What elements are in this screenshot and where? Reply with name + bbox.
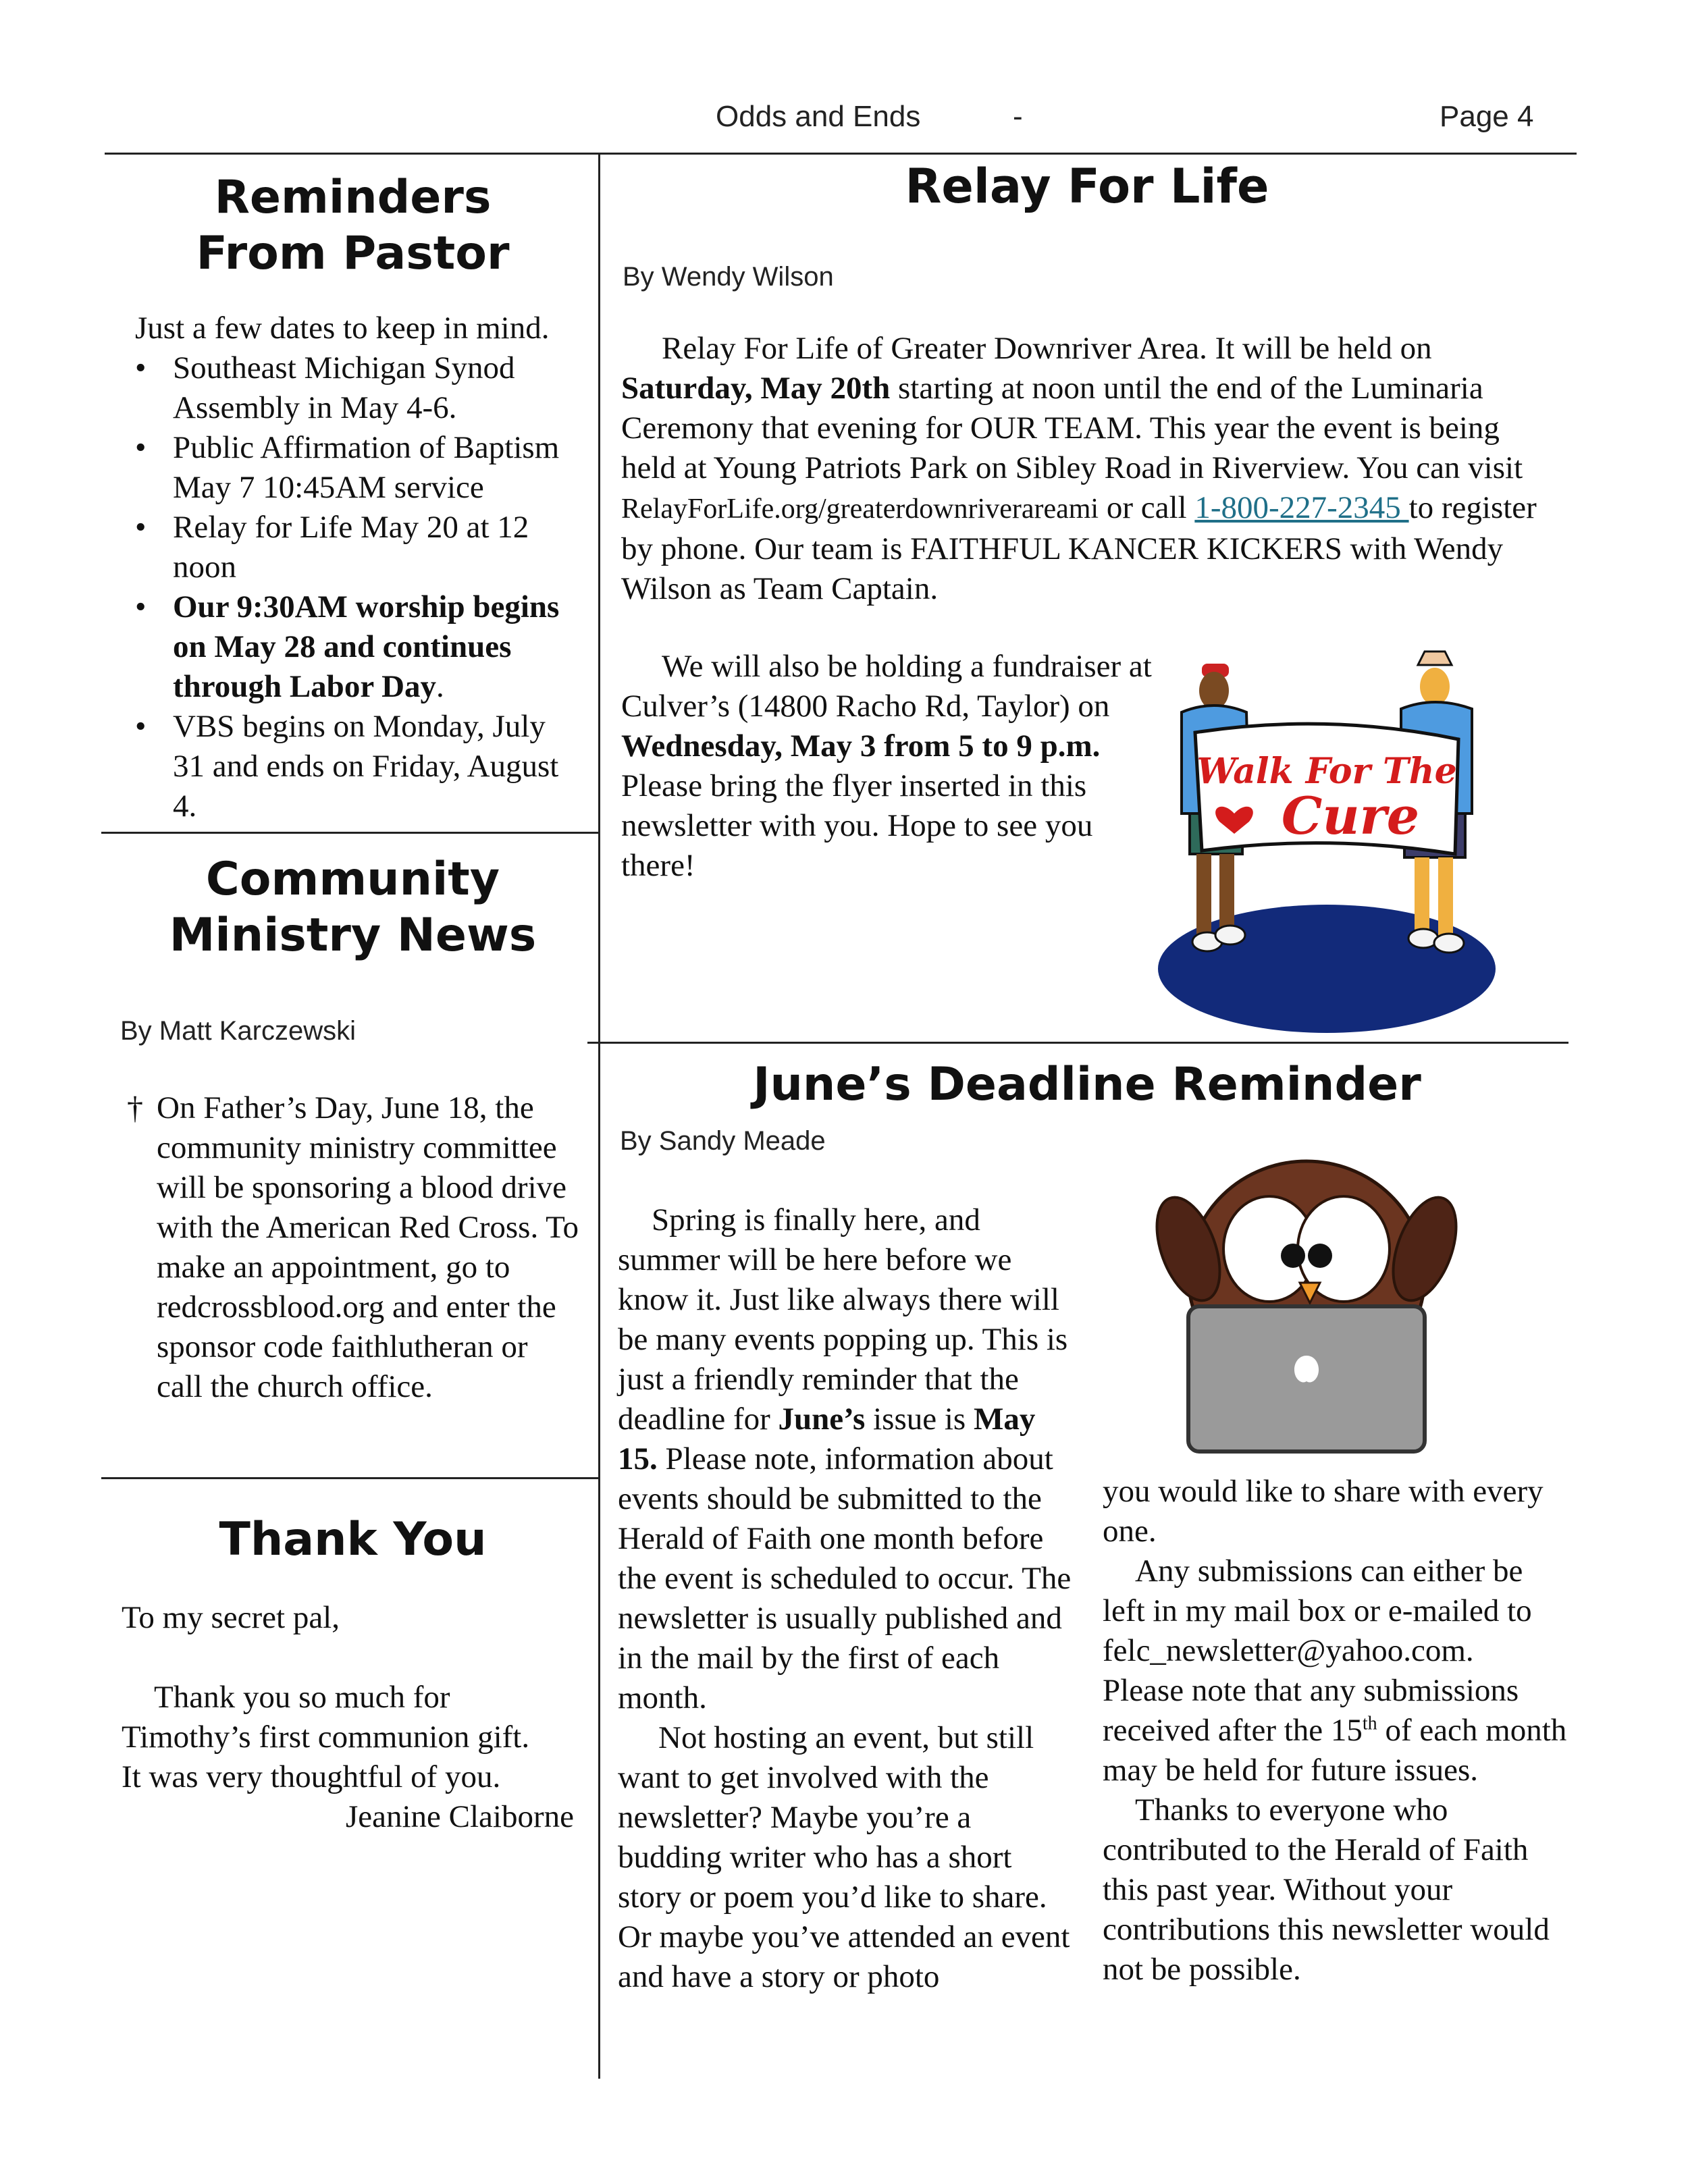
page-number: Page 4 — [1440, 100, 1534, 133]
thanks-signature: Jeanine Claiborne — [345, 1799, 574, 1834]
header-dash: - — [1013, 100, 1023, 133]
list-item: • Our 9:30AM worship begins on May 28 and continues through Labor Day. — [135, 587, 584, 707]
relay-paragraph-1: Relay For Life of Greater Downriver Area. It will be held on Saturday, May 20th starting at noon until the end of the Luminaria Ceremony that evening for OUR TEAM. This year the event is being held at Young Patriots Park on Sibley Road in Riverview. You can visit RelayForLife.org/greaterdownriverareami or call 1-800-227-2345 to register by phone. Our team is FAITHFUL KANCER KICKERS with Wendy Wilson as Team Captain. — [621, 331, 1537, 606]
cross-icon: † — [127, 1090, 143, 1126]
walk-for-the-cure-illustration — [1155, 631, 1506, 1036]
left-rule-1 — [101, 832, 600, 834]
column-divider — [598, 155, 600, 2079]
deadline-column-right: you would like to share with every one. Any submissions can either be left in my mail box or e-mailed to felc_newsletter@yahoo.com. Please note that any submissions received after the 15th of each month may be held for future issues. Thanks to everyone who contributed to the Herald of Faith this past year. Without your contributions this newsletter would not be possible. — [1103, 1474, 1567, 1987]
list-item: • VBS begins on Monday, July 31 and ends on Friday, August 4. — [135, 707, 584, 826]
deadline-title: June’s Deadline Reminder — [753, 1058, 1421, 1111]
header-rule — [105, 153, 1577, 155]
deadline-byline: By Sandy Meade — [620, 1126, 826, 1156]
apple-logo-icon — [1294, 1356, 1319, 1383]
reminders-list — [135, 348, 584, 826]
reminders-intro: Just a few dates to keep in mind. — [135, 311, 550, 346]
relay-url: RelayForLife.org/greaterdownriverareami — [621, 494, 1099, 525]
community-byline: By Matt Karczewski — [120, 1016, 356, 1046]
reminders-title: Reminders From Pastor — [196, 171, 510, 280]
thanks-message: Thank you so much for Timothy’s first communion gift. It was very thoughtful of you. — [122, 1680, 530, 1794]
banner-text-line-1: Walk For The — [1196, 751, 1457, 792]
community-title: Community Ministry News — [169, 853, 537, 962]
owl-laptop-illustration — [1148, 1148, 1465, 1458]
list-item: • Public Affirmation of Baptism May 7 10:45AM service — [135, 428, 584, 508]
thanks-title: Thank You — [219, 1513, 487, 1566]
left-rule-2 — [101, 1477, 600, 1479]
relay-phone-link[interactable]: 1-800-227-2345 — [1194, 490, 1409, 525]
newsletter-title: Odds and Ends — [716, 100, 921, 133]
deadline-column-left: Spring is finally here, and summer will be here before we know it. Just like always there will be many events popping up. This is just a friendly reminder that the deadline for June’s issue is May 15. Please note, information about events should be submitted to the Herald of Faith one month before the event is scheduled to occur. The newsletter is usually published and in the mail by the first of each month. Not hosting an event, but still want to get involved with the newsletter? Maybe you’re a budding writer who has a short story or poem you’d like to share. Or maybe you’ve attended an event and have a story or photo — [618, 1202, 1072, 1994]
thanks-salutation: To my secret pal, — [122, 1600, 340, 1635]
banner-text-line-2: Cure — [1281, 786, 1420, 846]
relay-paragraph-2: We will also be holding a fundraiser at Culver’s (14800 Racho Rd, Taylor) on Wednesday, May 3 from 5 to 9 p.m. Please bring the flyer inserted in this newsletter with you. Hope to see you there! — [621, 649, 1152, 883]
community-text: On Father’s Day, June 18, the community ministry committee will be sponsoring a blood drive with the American Red Cross. To make an appointment, go to redcrossblood.org and enter the sponsor code faithlutheran or call the church office. — [157, 1090, 579, 1404]
relay-byline: By Wendy Wilson — [623, 262, 834, 292]
reminders-body — [135, 309, 584, 826]
list-item: • Southeast Michigan Synod Assembly in May 4-6. — [135, 348, 584, 428]
relay-title: Relay For Life — [905, 159, 1269, 214]
list-item: • Relay for Life May 20 at 12 noon — [135, 508, 584, 587]
right-rule — [587, 1042, 1568, 1044]
